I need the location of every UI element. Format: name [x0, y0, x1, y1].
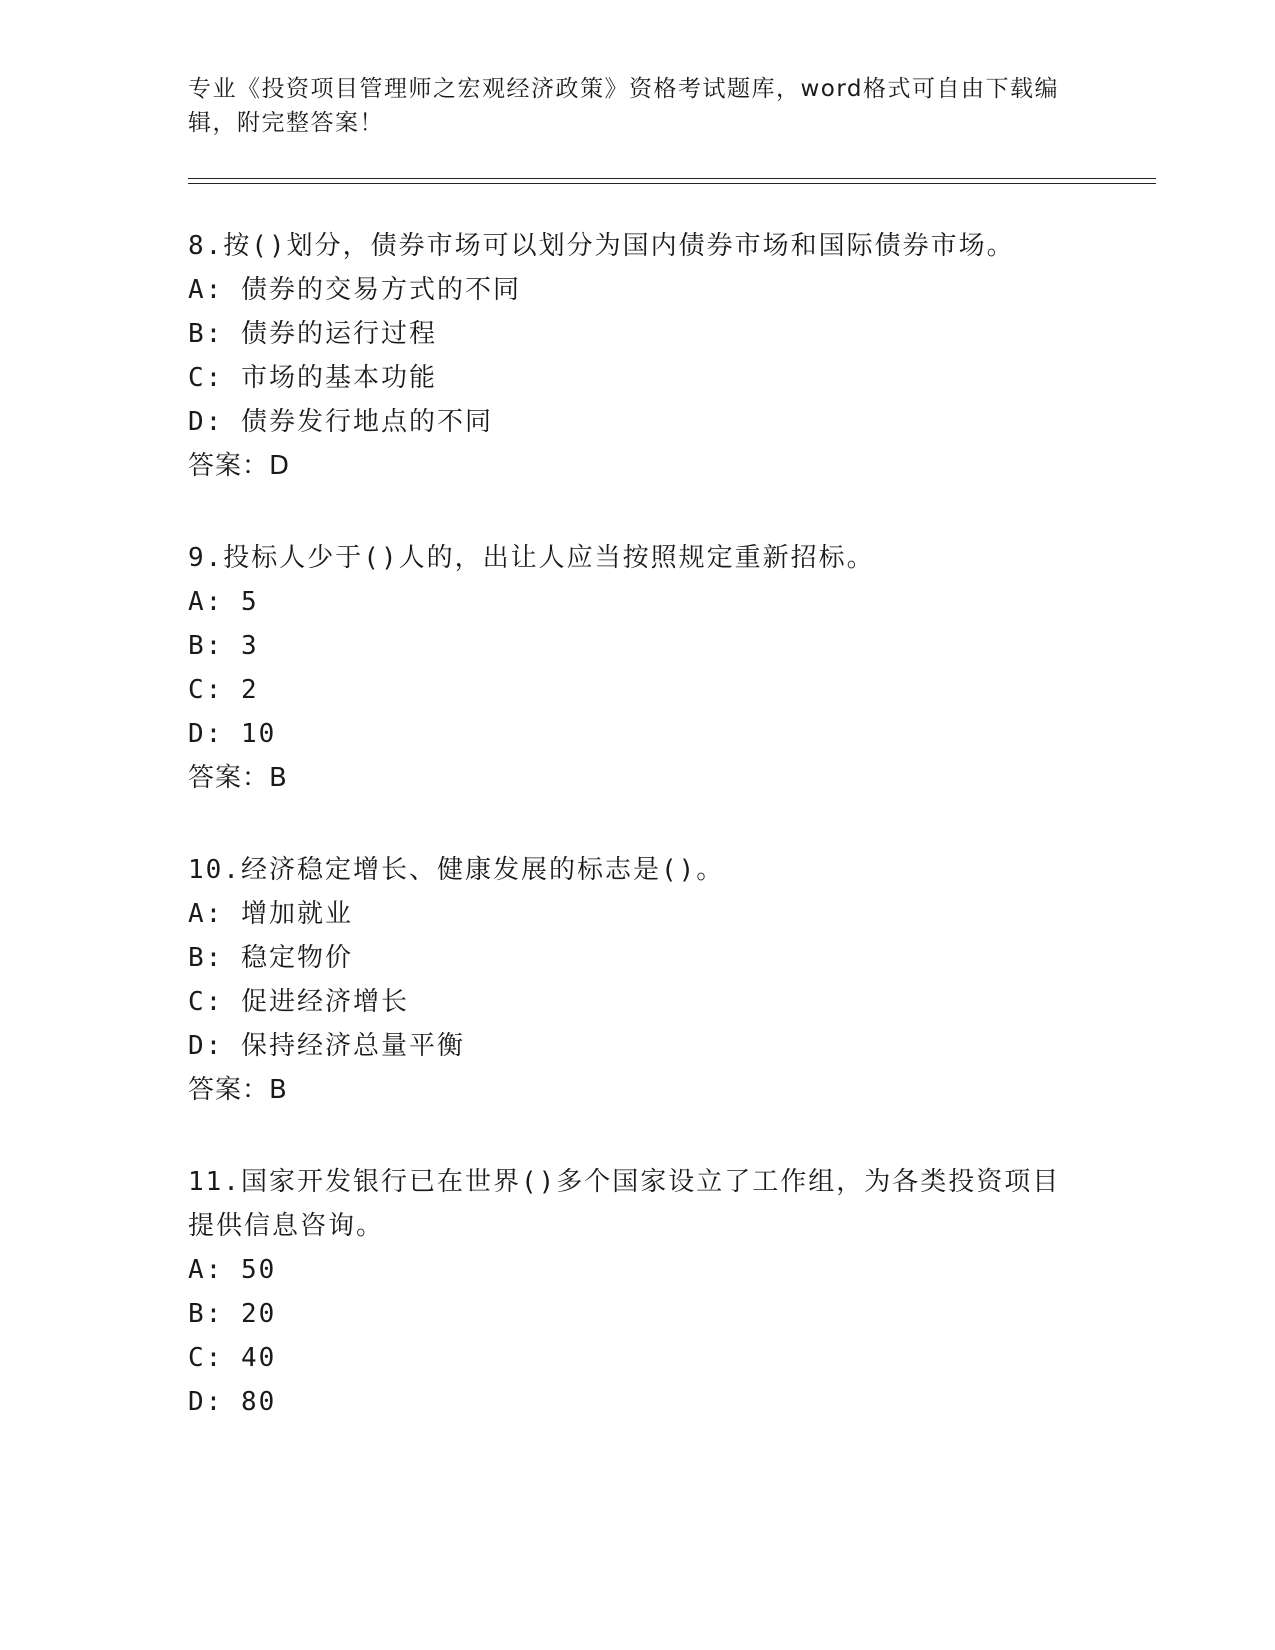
question-stem: 8.按()划分，债券市场可以划分为国内债券市场和国际债券市场。 [188, 231, 1015, 261]
document-header [188, 72, 1088, 140]
answer-label: 答案：B [188, 763, 288, 793]
option-c: C: 40 [188, 1343, 277, 1373]
option-b: B: 3 [188, 631, 259, 661]
header-line-2: 辑，附完整答案！ [188, 110, 384, 136]
question-stem: 11.国家开发银行已在世界()多个国家设立了工作组，为各类投资项目 [188, 1167, 1061, 1197]
option-d: D: 债券发行地点的不同 [188, 407, 493, 437]
option-d: D: 80 [188, 1387, 277, 1417]
option-b: B: 债券的运行过程 [188, 319, 437, 349]
option-d: D: 保持经济总量平衡 [188, 1031, 465, 1061]
question-stem: 10.经济稳定增长、健康发展的标志是()。 [188, 855, 725, 885]
option-d: D: 10 [188, 719, 277, 749]
question-stem: 9.投标人少于()人的，出让人应当按照规定重新招标。 [188, 543, 875, 573]
option-a: A: 增加就业 [188, 899, 353, 929]
option-c: C: 市场的基本功能 [188, 363, 437, 393]
header-rule-bottom [188, 183, 1156, 184]
option-b: B: 稳定物价 [188, 943, 353, 973]
header-line-1: 专业《投资项目管理师之宏观经济政策》资格考试题库，word格式可自由下载编 [188, 76, 1060, 102]
option-c: C: 2 [188, 675, 259, 705]
option-a: A: 5 [188, 587, 259, 617]
header-rule-top [188, 178, 1156, 179]
option-a: A: 50 [188, 1255, 277, 1285]
option-a: A: 债券的交易方式的不同 [188, 275, 521, 305]
question-stem-continued: 提供信息咨询。 [188, 1211, 385, 1241]
option-b: B: 20 [188, 1299, 277, 1329]
answer-label: 答案：B [188, 1075, 288, 1105]
answer-label: 答案：D [188, 451, 291, 481]
option-c: C: 促进经济增长 [188, 987, 409, 1017]
